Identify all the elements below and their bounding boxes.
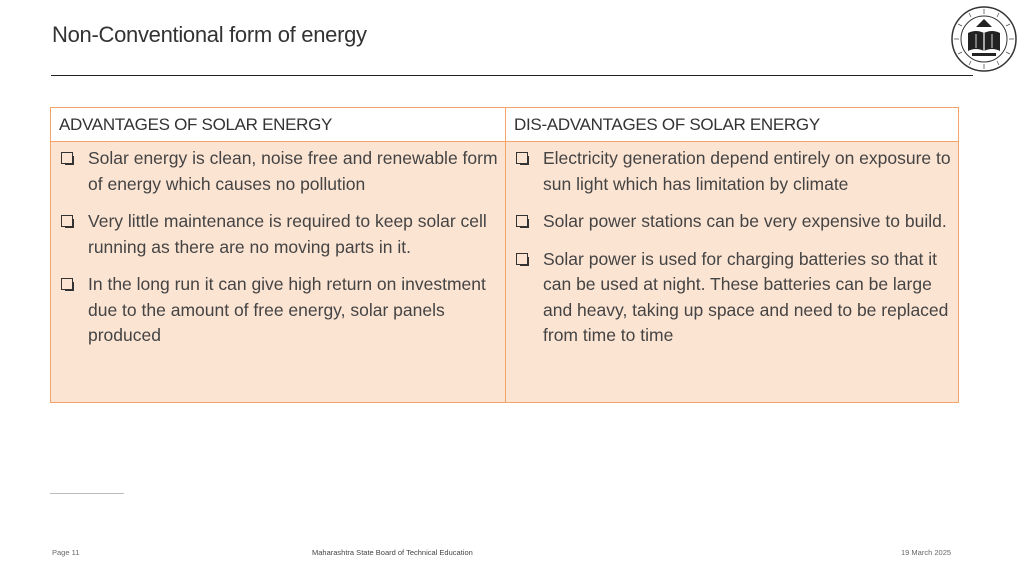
list-item-text: Electricity generation depend entirely on exposure to sun light which has limitation by climate	[543, 148, 951, 194]
list-item-text: Solar power stations can be very expensive to build.	[543, 211, 947, 231]
list-item-text: In the long run it can give high return on investment due to the amount of free energy, solar panels produced	[88, 274, 486, 345]
disadvantages-heading: DIS-ADVANTAGES OF SOLAR ENERGY	[506, 108, 959, 142]
msbte-seal-icon	[950, 5, 1018, 73]
list-item	[514, 209, 952, 235]
checkbox-bullet-icon	[516, 152, 528, 164]
checkbox-bullet-icon	[61, 152, 73, 164]
list-item	[59, 146, 499, 197]
advantages-list	[59, 146, 499, 349]
list-item-text: Very little maintenance is required to keep solar cell running as there are no moving parts in it.	[88, 211, 487, 257]
footnote-divider	[50, 493, 124, 494]
checkbox-bullet-icon	[516, 215, 528, 227]
checkbox-bullet-icon	[516, 253, 528, 265]
footer-date: 19 March 2025	[901, 548, 952, 557]
list-item-text: Solar power is used for charging batteries so that it can be used at night. These batteries can be large and heavy, taking up space and need to be replaced from time to time	[543, 248, 949, 345]
list-item	[59, 272, 499, 349]
footer-organization: Maharashtra State Board of Technical Education	[312, 548, 473, 557]
disadvantages-list	[514, 146, 952, 349]
checkbox-bullet-icon	[61, 278, 73, 290]
list-item	[514, 247, 952, 349]
list-item-text: Solar energy is clean, noise free and renewable form of energy which causes no pollution	[88, 148, 498, 194]
list-item	[514, 146, 952, 197]
title-divider	[51, 75, 973, 76]
advantages-heading: ADVANTAGES OF SOLAR ENERGY	[51, 108, 506, 142]
checkbox-bullet-icon	[61, 215, 73, 227]
slide-title: Non-Conventional form of energy	[52, 22, 367, 47]
advantages-cell	[51, 142, 506, 403]
solar-energy-table	[50, 107, 959, 403]
disadvantages-cell	[506, 142, 959, 403]
page-number: Page 11	[52, 548, 80, 557]
list-item	[59, 209, 499, 260]
